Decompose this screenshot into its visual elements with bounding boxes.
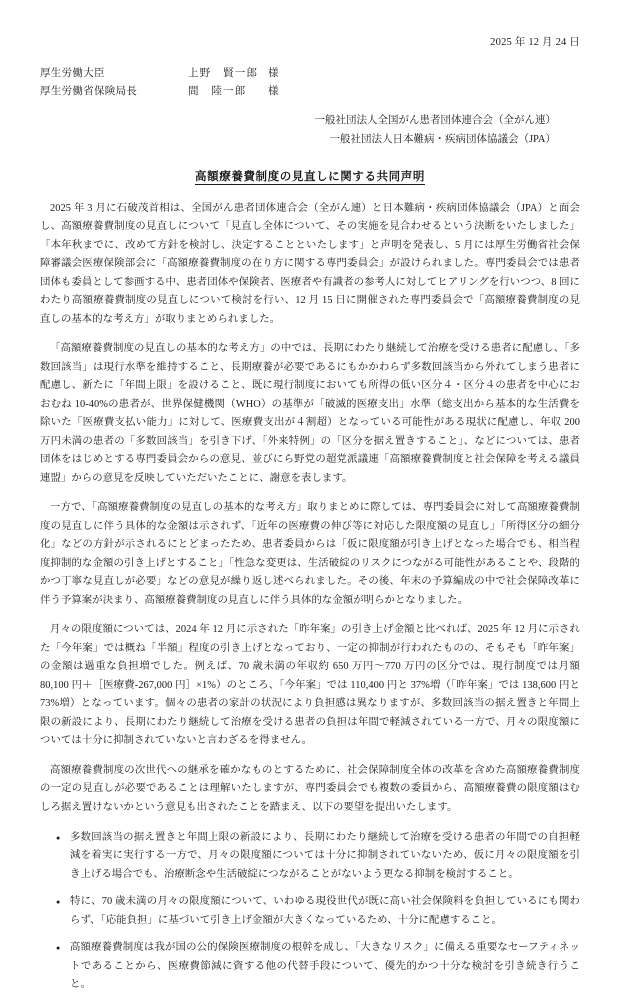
paragraph: 一方で、「高額療養費制度の見直しの基本的な考え方」取りまとめに際しては、専門委員会に対して高額療養費制度の見直しに伴う具体的な金額は示されず、「近年の医療費の伸び等に対応した限度額の見直し」「所得区分の細分化」などの方針が示されるにとどまったため、患者委員からは「仮に限度額が引き上げとなった場合でも、相当程度抑制的な金額の引き上げとすること」「性急な変更は、生活破綻のリスクにつながる可能性があることや、段階的かつ丁寧な見直しが必要」などの意見が繰り返し述べられました。その後、年末の予算編成の中で社会保障改革に伴う予算案が決まり、高額療養費制度の見直しに伴う具体的な金額が明らかとなりました。 [40,502,580,606]
addressee-honorific: 様 [268,68,279,79]
addressee-title: 厚生労働省保険局長 [40,86,138,98]
sender-organization: 一般社団法人日本難病・疾病団体協議会（JPA） [329,133,556,145]
list-item: ● 高額療養費制度は我が国の公的保険医療制度の根幹を成し、「大きなリスク」に備える重要なセーフティネットであることから、医療費節減に資する他の代替手段について、優先的かつ十分な検討を引き続き行うこと。 [56,939,580,995]
request-list [40,829,580,995]
addressee-honorific: 様 [268,86,279,98]
sender-organization: 一般社団法人全国がん患者団体連合会（全がん連） [314,114,556,126]
addressee-block [40,65,580,102]
paragraph: 月々の限度額については、2024 年 12 月に示された「昨年案」の引き上げ金額と比べれば、2025 年 12 月に示された「今年案」では概ね「半額」程度の引き上げとなっており、一定の抑制が行われたものの、そもそも「昨年案」の金額は過重な負担増でした。例えば、70 歳未満の年収約 650 万円〜770 万円の区分では、現行制度では月額 80,100 円＋［医療費-267,000 円］×1%）のところ、「今年案」では 110,400 円と 37%増（「昨年案」では 138,600 円と 73%増）となっています。個々の患者の家計の状況により負担感は異なりますが、多数回該当の据え置きと年間上限の新設により、長期にわたり継続して治療を受ける患者の負担は年間で軽減されている一方で、月々の限度額については十分に抑制されていないと言わざるを得ません。 [40,624,580,747]
document-title-text: 高額療養費制度の見直しに関する共同声明 [195,170,425,183]
addressee-title: 厚生労働大臣 [40,68,105,79]
paragraph: 2025 年 3 月に石破茂首相は、全国がん患者団体連合会（全がん連）と日本難病・疾病団体協議会（JPA）と面会し、高額療養費制度の見直しについて「見直し全体について、その実施を見合わせるという決断をいたしました」「本年秋までに、改めて方針を検討し、決定することといたします」と声明を発表し、5 月には厚生労働省社会保障審議会医療保険部会に「高額療養費制度の在り方に関する専門委員会」が設けられました。専門委員会では患者団体も委員として参画する中、患者団体や保険者、医療者や有識者の参考人に対してヒアリングを行いつつ、8 回にわたり高額療養費制度の見直しについて検討を行い、12 月 15 日に開催された専門委員会で「高額療養費制度の見直しの基本的な考え方」が取りまとめられました。 [40,202,580,325]
paragraph: 高額療養費制度の次世代への継承を確かなものとするために、社会保障制度全体の改革を含めた高額療養費制度の一定の見直しが必要であることは理解いたしますが、専門委員会でも複数の委員から、高額療養費の限度額はむしろ据え置けないかという意見も出されたことを踏まえ、以下の要望を提出いたします。 [40,764,580,813]
document-date: 2025 年 12 月 24 日 [490,37,580,48]
list-item: ● 特に、70 歳未満の月々の限度額について、いわゆる現役世代が既に高い社会保険料を負担しているにも関わらず、「応能負担」に基づいて引き上げ金額が大きくなっているため、十分に配慮すること。 [56,893,580,930]
addressee-name: 間 陸一郎 [188,86,247,98]
document-title [40,168,580,184]
addressee-name: 上野 賢一郎 [188,68,259,79]
list-item: ● 多数回該当の据え置きと年間上限の新設により、長期にわたり継続して治療を受ける患者の年間での自担軽減を着実に実行する一方で、月々の限度額については十分に抑制されていないため、仮に月々の限度額を引き上げる場合でも、治療断念や生活破綻につながることがないよう更なる抑制を検討すること。 [56,829,580,885]
addressee-row [40,83,580,101]
paragraph: 「高額療養費制度の見直しの基本的な考え方」の中では、長期にわたり継続して治療を受ける患者に配慮し、「多数回該当」は現行水準を維持すること、長期療養が必要であるにもかかわらず多数回該当から外れてしまう患者に配慮し、新たに「年間上限」を設けること、既に現行制度においても所得の低い区分４・区分４の患者を中心におおむね 10-40%の患者が、世界保健機関（WHO）の基準が「破滅的医療支出」水準（総支出から基本的な生活費を除いた「医療費支払い能力」に対して、医療費支出が４割超）となっている可能性がある現状に配慮し、年収 200 万円未満の患者の「多数回該当」を引き下げ、「外来特例」の「区分を据え置きすること」、などについては、患者団体をはじめとする専門委員会からの意見、並びにら野党の超党派議連「高額療養費制度と社会保障を考える議員連盟」からの意見を反映していただいたことに、謝意を表します。 [40,343,580,484]
addressee-row [40,65,580,83]
sender-block [40,112,580,150]
